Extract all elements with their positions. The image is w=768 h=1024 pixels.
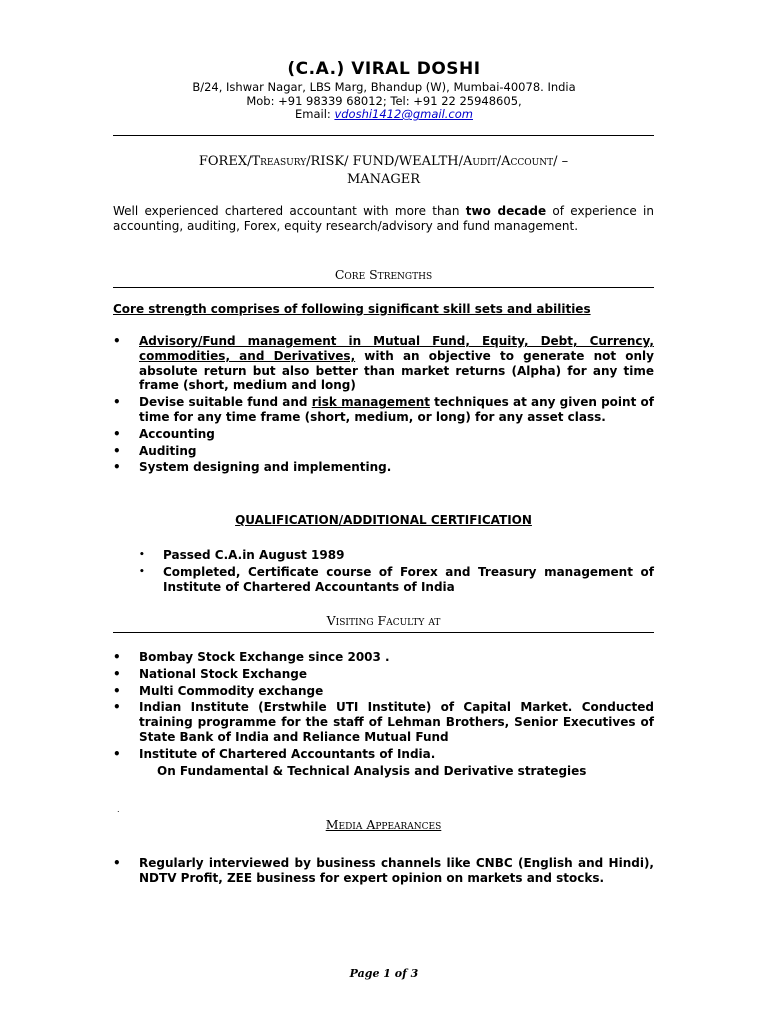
list-item <box>113 460 654 475</box>
strength-text: techniques at any given point of time for any time frame (short, medium, or long) for any asset class. <box>139 395 654 424</box>
strength-highlight: Advisory/Fund management in Mutual Fund, Equity, Debt, Currency, commodities, and Derivatives, <box>139 334 654 363</box>
summary-paragraph <box>113 204 654 233</box>
email-link[interactable]: vdoshi1412@gmail.com <box>334 107 473 121</box>
list-item: • Passed C.A.in August 1989 <box>138 548 654 563</box>
core-strengths-intro: Core strength comprises of following significant skill sets and abilities <box>113 302 591 316</box>
list-item <box>113 427 654 442</box>
email-label: Email: <box>295 107 335 121</box>
candidate-name: (C.A.) VIRAL DOSHI <box>287 59 481 79</box>
header-divider <box>113 135 654 136</box>
list-item: • National Stock Exchange <box>113 667 654 682</box>
visiting-faculty-note: On Fundamental & Technical Analysis and Derivative strategies <box>157 764 587 778</box>
list-item: • Indian Institute (Erstwhile UTI Institute) of Capital Market. Conducted training programme for the staff of Lehman Brothers, Senior Executives of State Bank of India and Reliance Mutual Fund <box>113 700 654 744</box>
list-item <box>113 395 654 425</box>
stray-dot: . <box>117 805 120 814</box>
phone-line: Mob: +91 98339 68012; Tel: +91 22 25948605, <box>246 94 522 108</box>
media-list <box>113 856 654 888</box>
list-item: • Bombay Stock Exchange since 2003 . <box>113 650 654 665</box>
list-item: • Multi Commodity exchange <box>113 684 654 699</box>
list-item: • Institute of Chartered Accountants of India. <box>113 747 654 762</box>
list-item: • Regularly interviewed by business channels like CNBC (English and Hindi), NDTV Profit, ZEE business for expert opinion on markets and stocks. <box>113 856 654 886</box>
strength-text: Devise suitable fund and <box>139 395 312 410</box>
list-item: • Completed, Certificate course of Forex and Treasury management of Institute of Chartered Accountants of India <box>138 565 654 595</box>
visiting-faculty-heading: Visiting Faculty at <box>326 613 441 628</box>
job-title <box>113 153 654 189</box>
summary-emphasis: two decade <box>465 204 547 218</box>
strength-text: Accounting <box>139 426 215 441</box>
address-line: B/24, Ishwar Nagar, LBS Marg, Bhandup (W), Mumbai-40078. India <box>192 80 576 94</box>
core-strengths-list <box>113 334 654 477</box>
job-title-line2: MANAGER <box>346 172 421 187</box>
strength-text: System designing and implementing. <box>139 460 392 475</box>
qualification-list <box>138 548 654 596</box>
list-item <box>113 334 654 393</box>
summary-text-end: of experience in accounting, auditing, Forex, equity research/advisory and fund management. <box>113 204 654 233</box>
visiting-faculty-divider <box>113 632 654 633</box>
visiting-faculty-list <box>113 650 654 764</box>
strength-text: with an objective to generate not only absolute return but also better than market returns (Alpha) for any time frame (short, medium and long) <box>139 348 654 393</box>
job-title-line1: FOREX/Treasury/RISK/ FUND/WEALTH/Audit/Account/ – <box>198 154 569 169</box>
qualification-heading: QUALIFICATION/ADDITIONAL CERTIFICATION <box>235 513 532 527</box>
strength-text: Auditing <box>139 443 197 458</box>
core-strengths-divider <box>113 287 654 288</box>
strength-highlight: risk management <box>311 395 430 410</box>
email-line <box>0 107 768 121</box>
list-item <box>113 444 654 459</box>
media-heading: Media Appearances <box>325 817 442 832</box>
summary-text: Well experienced chartered accountant with more than <box>113 204 466 218</box>
page-number: Page 1 of 3 <box>349 967 419 980</box>
core-strengths-heading: Core Strengths <box>334 267 433 282</box>
